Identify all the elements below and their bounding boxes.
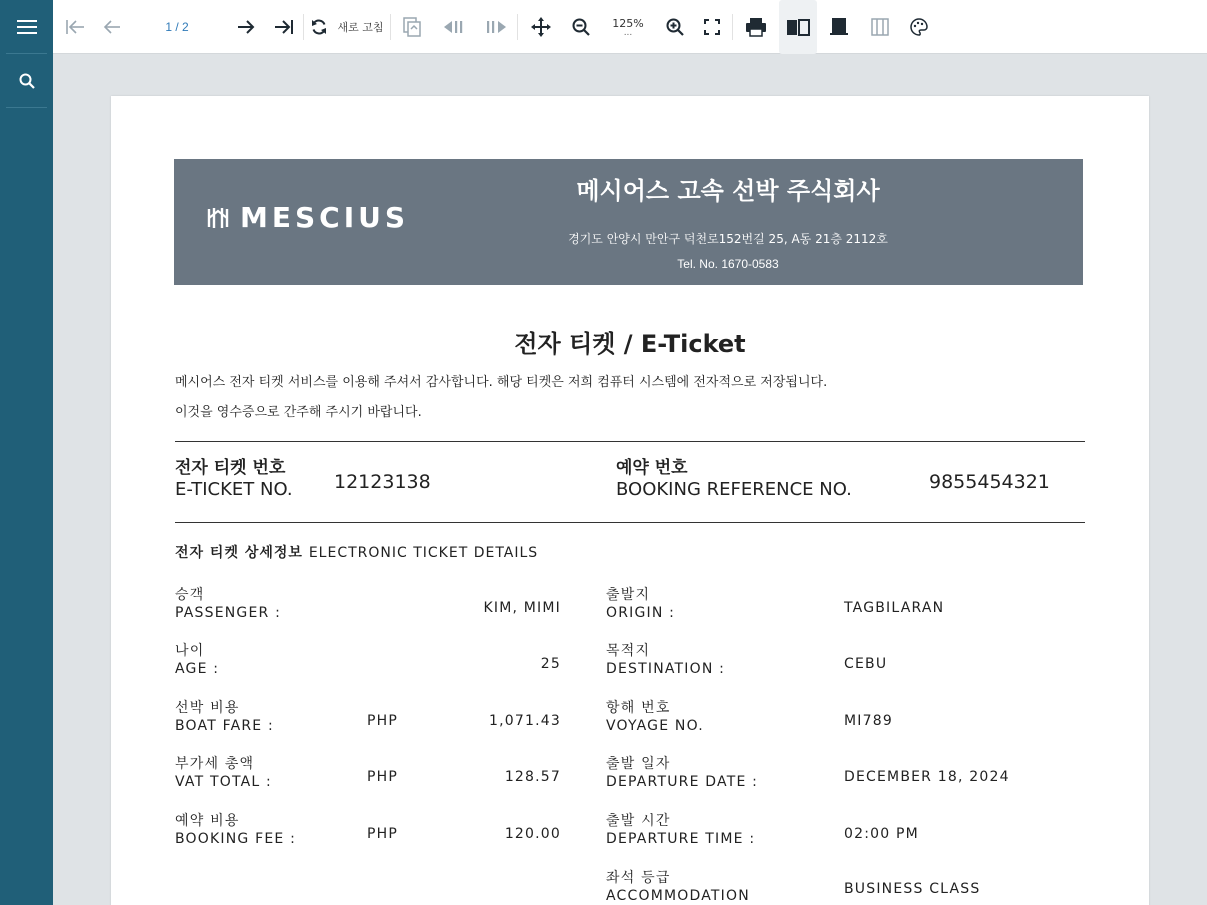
hamburger-icon bbox=[17, 19, 37, 35]
intro-text: 메시어스 전자 티켓 서비스를 이용해 주셔서 감사합니다. 해당 티켓은 저희 컴퓨터 시스템에 전자적으로 저장됩니다. bbox=[175, 375, 828, 390]
arrow-right-icon bbox=[237, 19, 255, 35]
history-back-icon bbox=[443, 20, 465, 34]
history-forward-icon bbox=[485, 20, 507, 34]
company-address: 경기도 안양시 만안구 덕천로152번길 25, A동 21층 2112호 bbox=[568, 232, 888, 246]
document-page bbox=[111, 96, 1149, 905]
company-logo bbox=[206, 201, 409, 234]
divider-line bbox=[175, 522, 1085, 523]
section-title bbox=[175, 542, 538, 562]
print-button[interactable] bbox=[733, 0, 779, 54]
eticket-label-ko: 전자 티켓 번호 bbox=[175, 458, 286, 478]
field-currency-boat-fare: PHP bbox=[367, 713, 399, 729]
field-label-destination: 목적지 DESTINATION : bbox=[606, 643, 726, 677]
field-label-passenger: 승객 PASSENGER : bbox=[175, 587, 282, 621]
last-page-icon bbox=[274, 19, 294, 35]
next-page-button[interactable] bbox=[227, 0, 265, 54]
refresh-label: 새로 고침 bbox=[337, 20, 384, 34]
refresh-icon bbox=[310, 18, 328, 36]
pan-mode-button[interactable] bbox=[518, 0, 564, 54]
document-title: 전자 티켓 / E-Ticket bbox=[514, 330, 746, 358]
zoom-more-indicator: ... bbox=[623, 27, 633, 38]
field-value-boat-fare: 1,071.43 bbox=[489, 713, 561, 729]
field-label-departure-date: 출발 일자 DEPARTURE DATE : bbox=[606, 756, 759, 790]
page-indicator-text: 1 / 2 bbox=[165, 19, 189, 34]
field-value-departure-date: DECEMBER 18, 2024 bbox=[844, 769, 1010, 785]
zoom-value-text: 125% bbox=[612, 16, 644, 30]
continuous-view-button[interactable] bbox=[817, 0, 861, 54]
history-back-button[interactable] bbox=[433, 0, 475, 54]
eticket-label bbox=[175, 457, 293, 501]
field-label-accommodation: 좌석 등급 ACCOMMODATION bbox=[606, 870, 750, 904]
field-currency-vat-total: PHP bbox=[367, 769, 399, 785]
field-label-vat-total: 부가세 총액 VAT TOTAL : bbox=[175, 756, 272, 790]
section-title-en: ELECTRONIC TICKET DETAILS bbox=[308, 545, 539, 561]
field-label-voyage-no: 항해 번호 VOYAGE NO. bbox=[606, 700, 704, 734]
pages-icon bbox=[829, 17, 849, 37]
arrow-left-icon bbox=[103, 19, 121, 35]
field-currency-booking-fee: PHP bbox=[367, 826, 399, 842]
menu-button[interactable] bbox=[0, 0, 53, 53]
zoom-in-button[interactable] bbox=[658, 0, 692, 54]
sidebar-divider bbox=[6, 107, 47, 108]
eticket-label-en: E-TICKET NO. bbox=[175, 479, 293, 500]
field-value-voyage-no: MI789 bbox=[844, 713, 893, 729]
book-open-icon bbox=[786, 18, 810, 36]
company-banner bbox=[174, 159, 1083, 285]
toolbar bbox=[53, 0, 1207, 54]
last-page-button[interactable] bbox=[265, 0, 303, 54]
back-to-parent-button[interactable] bbox=[391, 0, 433, 54]
booking-number: 9855454321 bbox=[929, 471, 1050, 493]
field-label-origin: 출발지 ORIGIN : bbox=[606, 587, 676, 621]
field-label-departure-time: 출발 시간 DEPARTURE TIME : bbox=[606, 813, 756, 847]
print-icon bbox=[745, 17, 767, 37]
field-value-accommodation: BUSINESS CLASS bbox=[844, 881, 981, 897]
search-icon bbox=[19, 73, 35, 89]
field-label-age: 나이 AGE : bbox=[175, 643, 220, 677]
fullscreen-button[interactable] bbox=[692, 0, 732, 54]
refresh-button[interactable] bbox=[304, 0, 390, 54]
zoom-level bbox=[612, 18, 643, 36]
field-label-booking-fee: 예약 비용 BOOKING FEE : bbox=[175, 813, 296, 847]
first-page-button[interactable] bbox=[53, 0, 97, 54]
field-value-age: 25 bbox=[540, 656, 561, 672]
palette-icon bbox=[909, 17, 929, 37]
booking-label-en: BOOKING REFERENCE NO. bbox=[616, 479, 852, 500]
two-page-view-button[interactable] bbox=[861, 0, 899, 54]
section-title-ko: 전자 티켓 상세정보 bbox=[175, 545, 303, 561]
company-name: 메시어스 고속 선박 주식회사 bbox=[576, 177, 880, 205]
zoom-out-icon bbox=[572, 18, 590, 36]
fullscreen-icon bbox=[704, 19, 720, 35]
theme-button[interactable] bbox=[899, 0, 939, 54]
field-value-departure-time: 02:00 PM bbox=[844, 826, 919, 842]
divider-line bbox=[175, 441, 1085, 442]
booking-label bbox=[616, 457, 852, 501]
move-icon bbox=[531, 17, 551, 37]
company-tel: Tel. No. 1670-0583 bbox=[677, 257, 779, 271]
sidebar bbox=[0, 0, 53, 905]
zoom-out-button[interactable] bbox=[564, 0, 598, 54]
booking-label-ko: 예약 번호 bbox=[616, 458, 688, 478]
history-forward-button[interactable] bbox=[475, 0, 517, 54]
field-value-booking-fee: 120.00 bbox=[504, 826, 561, 842]
field-value-destination: CEBU bbox=[844, 656, 888, 672]
map-icon bbox=[870, 18, 890, 36]
page-indicator[interactable] bbox=[127, 0, 227, 54]
intro-text: 이것을 영수증으로 간주해 주시기 바랍니다. bbox=[175, 405, 422, 420]
field-value-vat-total: 128.57 bbox=[504, 769, 561, 785]
first-page-icon bbox=[65, 19, 85, 35]
zoom-in-icon bbox=[666, 18, 684, 36]
field-label-boat-fare: 선박 비용 BOAT FARE : bbox=[175, 700, 274, 734]
field-value-passenger: KIM, MIMI bbox=[483, 600, 561, 616]
search-button[interactable] bbox=[0, 54, 53, 107]
previous-page-button[interactable] bbox=[97, 0, 127, 54]
field-value-origin: TAGBILARAN bbox=[844, 600, 945, 616]
logo-text: MESCIUS bbox=[240, 201, 410, 234]
single-page-view-button[interactable] bbox=[779, 0, 817, 54]
zoom-level-selector[interactable] bbox=[598, 0, 658, 54]
mescius-logo-icon bbox=[206, 207, 230, 229]
eticket-number: 12123138 bbox=[334, 471, 431, 493]
back-to-parent-icon bbox=[403, 17, 421, 37]
